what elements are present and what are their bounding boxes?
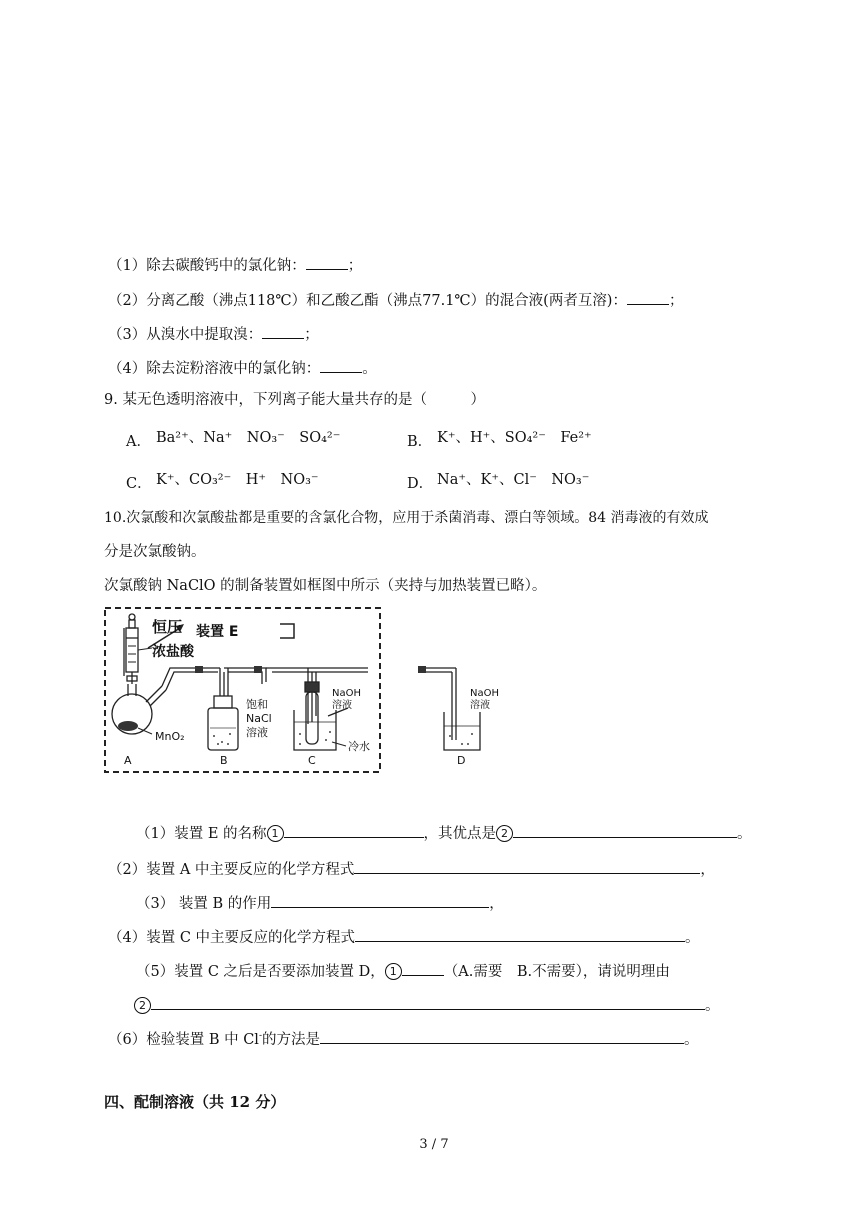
circle-number-1: 1: [385, 963, 402, 980]
answer-blank[interactable]: [284, 822, 424, 838]
q9-option-d[interactable]: D． Na⁺、K⁺、Cl⁻ NO₃⁻: [407, 472, 590, 492]
answer-blank[interactable]: [513, 822, 737, 838]
constant-pressure-funnel: [124, 614, 138, 684]
answer-blank[interactable]: [402, 960, 444, 976]
q9-option-c[interactable]: C． K⁺、CO₃²⁻ H⁺ NO₃⁻: [126, 472, 319, 492]
q8-item-3: （3）从溴水中提取溴： ；: [108, 323, 319, 345]
section-heading: 四、配制溶液（共 12 分）: [104, 1093, 286, 1111]
q10-sub-5: （5）装置 C 之后是否要添加装置 D， 1 （A.需要 B.不需要），请说明理由: [136, 960, 670, 982]
answer-blank[interactable]: [306, 254, 348, 270]
label-hcl: 浓盐酸: [152, 644, 194, 660]
letter-c: C: [308, 754, 316, 767]
label-naoh-c1: NaOH: [332, 688, 361, 699]
q10-sub-5-reason: 2 。: [134, 994, 720, 1016]
q8-item-4: （4）除去淀粉溶液中的氯化钠： 。: [108, 357, 377, 379]
bottle-b: [208, 696, 238, 750]
label-mno2: MnO₂: [155, 730, 185, 743]
answer-blank[interactable]: [151, 994, 705, 1010]
letter-b: B: [220, 754, 228, 767]
q8-item-1: （1）除去碳酸钙中的氯化钠： ；: [108, 254, 362, 276]
label-naoh-d1: NaOH: [470, 688, 499, 699]
q10-intro-line1: 10.次氯酸和次氯酸盐都是重要的含氯化合物，应用于杀菌消毒、漂白等领域。84 消毒液的有效成: [104, 510, 709, 526]
answer-blank[interactable]: [320, 357, 362, 373]
q9-option-b[interactable]: B． K⁺、H⁺、SO₄²⁻ Fe²⁺: [407, 430, 592, 450]
page-number: 3 / 7: [419, 1137, 449, 1152]
label-nacl-3: 溶液: [246, 726, 268, 739]
answer-blank[interactable]: [262, 323, 304, 339]
label-device-e: 装置 E: [196, 624, 239, 640]
answer-blank[interactable]: [320, 1028, 684, 1044]
label-naoh-d2: 溶液: [470, 700, 490, 711]
answer-blank[interactable]: [355, 926, 685, 942]
label-cold-water: 冷水: [348, 740, 370, 753]
circle-number-2: 2: [496, 825, 513, 842]
label-hengya: 恒压: [152, 618, 183, 636]
q10-sub-4: （4）装置 C 中主要反应的化学方程式 。: [108, 926, 700, 948]
q9-option-a[interactable]: A． Ba²⁺、Na⁺ NO₃⁻ SO₄²⁻: [126, 430, 341, 450]
q10-sub-3: （3） 装置 B 的作用 ，: [136, 892, 504, 914]
letter-d: D: [457, 754, 466, 767]
label-nacl-2: NaCl: [246, 712, 272, 725]
label-nacl-1: 饱和: [246, 698, 268, 711]
label-naoh-c2: 溶液: [332, 700, 352, 711]
q10-intro-line3: 次氯酸钠 NaClO 的制备装置如框图中所示（夹持与加热装置已略）。: [104, 578, 547, 594]
circle-number-2: 2: [134, 997, 151, 1014]
letter-a: A: [124, 754, 132, 767]
q10-sub-1: （1）装置 E 的名称 1 ，其优点是 2 。: [136, 822, 752, 844]
q10-sub-2: （2）装置 A 中主要反应的化学方程式 ，: [108, 858, 715, 880]
answer-blank[interactable]: [354, 858, 700, 874]
q10-intro-line2: 分是次氯酸钠。: [104, 544, 206, 560]
answer-blank[interactable]: [627, 289, 669, 305]
apparatus-figure: [100, 604, 520, 776]
q9-stem: 9. 某无色透明溶液中，下列离子能大量共存的是（ ）: [104, 392, 485, 408]
answer-blank[interactable]: [271, 892, 489, 908]
q10-sub-6: （6）检验装置 B 中 Cl-的方法是 。: [108, 1028, 699, 1050]
answer-box: [280, 624, 294, 638]
circle-number-1: 1: [267, 825, 284, 842]
q8-item-2: （2）分离乙酸（沸点118℃）和乙酸乙酯（沸点77.1℃）的混合液(两者互溶)： ；: [108, 289, 683, 311]
